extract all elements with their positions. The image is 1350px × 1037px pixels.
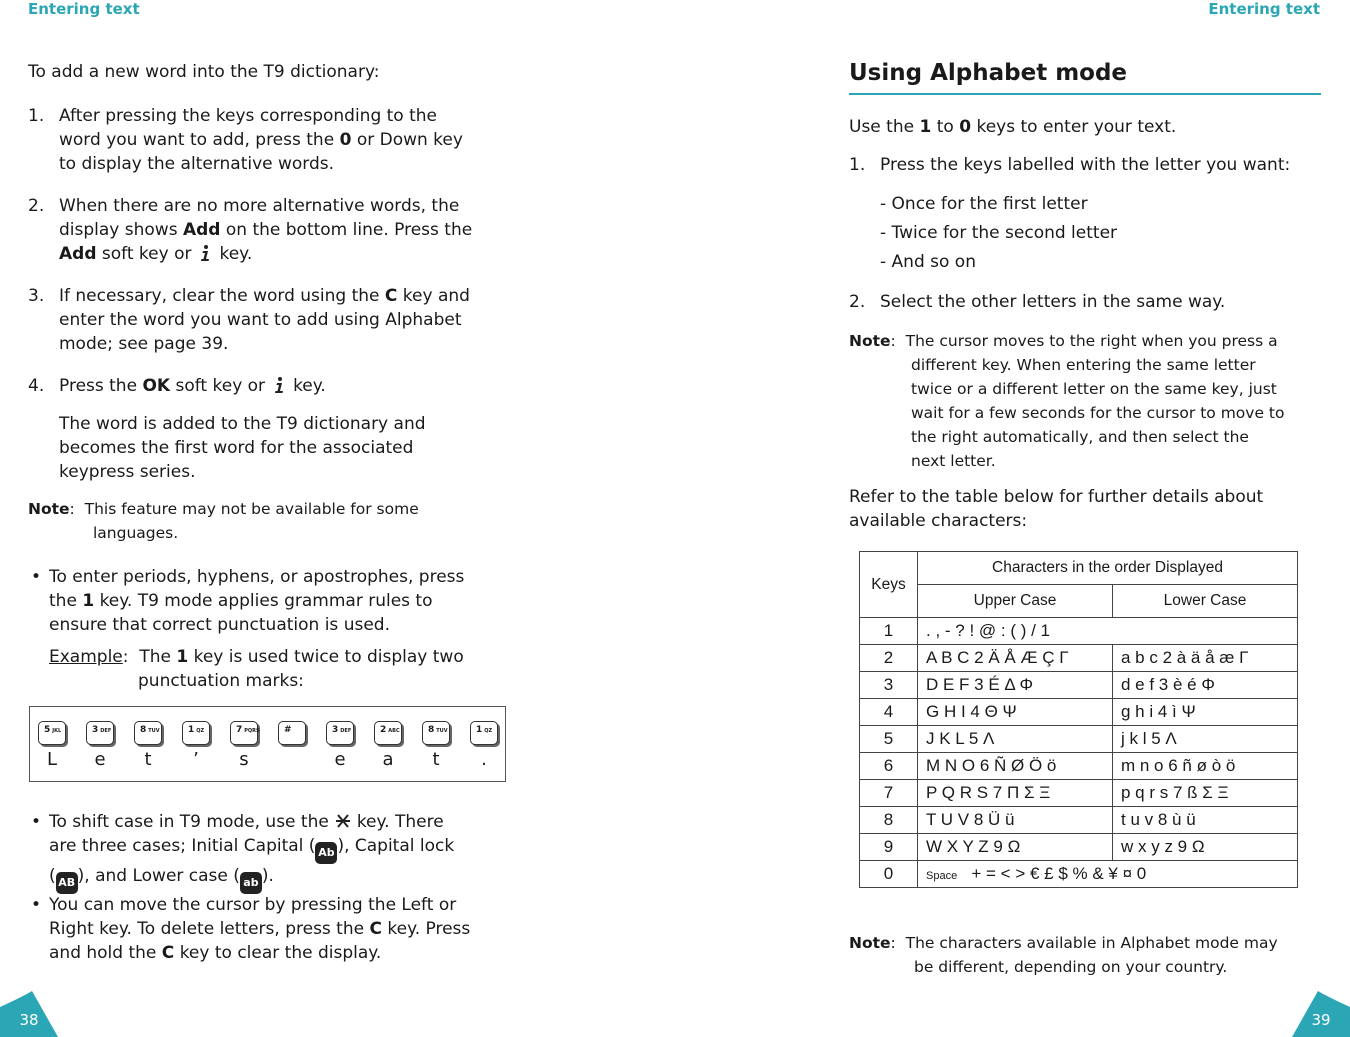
keypad-key-icon: 8 TUV <box>134 721 162 745</box>
step-4-number: 4. <box>28 376 45 396</box>
table-row <box>860 834 1298 861</box>
key-cell: 6 <box>860 753 918 780</box>
note-line: wait for a few seconds for the cursor to move to <box>911 404 1285 422</box>
keypad-key-icon: # <box>278 721 306 745</box>
table-row <box>860 672 1298 699</box>
key-letter: s <box>239 749 249 770</box>
right-note-2: Note: The characters available in Alphabet mode may be different, depending on your country. <box>849 931 1278 979</box>
key-cell: 3 <box>860 672 918 699</box>
bullet-1-line-b: the 1 key. T9 mode applies grammar rules to <box>49 591 433 611</box>
lower-cell: d e f 3 è é Φ <box>1113 672 1298 699</box>
bullet-3-line-b: Right key. To delete letters, press the C key. Press <box>49 919 471 939</box>
key-cell: 1 <box>860 618 918 645</box>
keypad-key-icon: 8 TUV <box>422 721 450 745</box>
page-number: 38 <box>19 1011 39 1029</box>
note-line: the right automatically, and then select the <box>911 428 1249 446</box>
step-1-text <box>59 104 463 176</box>
keypad-key-icon: 3 DEF <box>326 721 354 745</box>
upper-cell: D E F 3 É Δ Φ <box>918 672 1113 699</box>
info-key-icon <box>197 244 213 262</box>
step-3-line-b: enter the word you want to add using Alphabet <box>59 310 462 330</box>
chars-cell: . , - ? ! @ : ( ) / 1 <box>918 618 1298 645</box>
right-page-header: Entering text <box>1208 0 1320 18</box>
bullet-1-line-a: To enter periods, hyphens, or apostrophes, press <box>49 567 465 587</box>
key-sub-label: QZ <box>484 728 493 734</box>
key-letter: e <box>94 749 106 770</box>
upper-cell: T U V 8 Ü ü <box>918 807 1113 834</box>
row0-chars: + = < > € £ $ % & ¥ ¤ 0 <box>971 864 1147 883</box>
result-line: becomes the first word for the associated <box>59 438 414 458</box>
key-sub-label: TUV <box>148 728 160 734</box>
key-sub-label: QZ <box>196 728 205 734</box>
lower-cell: p q r s 7 ß Σ Ξ <box>1113 780 1298 807</box>
step-3-number: 3. <box>28 286 45 306</box>
bullet-1-line-c: ensure that correct punctuation is used. <box>49 615 390 635</box>
keypad-key-icon: 1 QZ <box>182 721 210 745</box>
key-sub-label: ABC <box>388 728 400 734</box>
step-1-line-a: After pressing the keys corresponding to the <box>59 106 438 126</box>
key-sub-label: DEF <box>340 728 352 734</box>
key-letter: L <box>46 749 58 770</box>
keypad-key-icon: 3 DEF <box>86 721 114 745</box>
refer-line: Refer to the table below for further details about <box>849 487 1264 507</box>
step-2-number: 2. <box>849 292 866 312</box>
key-sequence-box <box>29 706 506 782</box>
example-line-b: punctuation marks: <box>138 671 304 691</box>
use-keys-text: Use the 1 to 0 keys to enter your text. <box>849 117 1177 137</box>
step-4-line-a: Press the OK soft key or key. <box>59 376 326 396</box>
key-cell: 7 <box>860 780 918 807</box>
note-line: languages. <box>93 524 179 542</box>
page-number-tab <box>0 991 58 1037</box>
step-1-number: 1. <box>28 106 45 126</box>
upper-cell: A B C 2 Ä Å Æ Ç Γ <box>918 645 1113 672</box>
table-row <box>860 699 1298 726</box>
sub-item: - Twice for the second letter <box>880 223 1118 243</box>
note-line: next letter. <box>911 452 996 470</box>
upper-cell: G H I 4 Θ Ψ <box>918 699 1113 726</box>
key-letter: t <box>432 749 440 770</box>
chars-header: Characters in the order Displayed <box>918 552 1298 585</box>
sub-item: - And so on <box>880 252 976 272</box>
step-2-number: 2. <box>28 196 45 216</box>
step-3-line-a: If necessary, clear the word using the C key and <box>59 286 470 306</box>
alpha-step-1: Press the keys labelled with the letter you want: <box>880 155 1291 175</box>
key-cell: 9 <box>860 834 918 861</box>
step-3-text <box>59 284 470 356</box>
refer-text <box>849 485 1263 533</box>
step-2-line-c: Add soft key or key. <box>59 244 253 264</box>
sub-item: - Once for the first letter <box>880 194 1088 214</box>
info-key-icon <box>271 376 287 394</box>
intro-text: To add a new word into the T9 dictionary: <box>28 62 380 82</box>
lower-cell: t u v 8 ù ü <box>1113 807 1298 834</box>
step-2-line-b: display shows Add on the bottom line. Press the <box>59 220 473 240</box>
bullet-2-line-a: To shift case in T9 mode, use the key. There <box>49 812 444 832</box>
bullet-2-text <box>49 810 454 894</box>
upper-cell: J K L 5 Λ <box>918 726 1113 753</box>
key-letter: ’ <box>193 749 199 770</box>
result-line: The word is added to the T9 dictionary and <box>59 414 426 434</box>
upper-cell: W X Y Z 9 Ω <box>918 834 1113 861</box>
bullet-dot: • <box>31 567 42 587</box>
key-sub-label: PQRS <box>244 728 260 734</box>
sub-items <box>880 190 1117 277</box>
key-cell: 2 <box>860 645 918 672</box>
bullet-3-text <box>49 893 470 965</box>
bullet-2-line-b: are three cases; Initial Capital ( Ab ), Capital lock <box>49 834 454 864</box>
upper-cell: P Q R S 7 Π Σ Ξ <box>918 780 1113 807</box>
step-4-result <box>59 412 426 484</box>
note-line: This feature may not be available for some <box>84 500 419 518</box>
bullet-3-line-c: and hold the C key to clear the display. <box>49 943 382 963</box>
note-line: be different, depending on your country. <box>914 958 1228 976</box>
lower-cell: g h i 4 ì Ψ <box>1113 699 1298 726</box>
keypad-key-icon: 1 QZ <box>470 721 498 745</box>
table-row <box>860 726 1298 753</box>
note-line: twice or a different letter on the same key, just <box>911 380 1277 398</box>
note-line: The characters available in Alphabet mode may <box>905 934 1278 952</box>
note-label: Note <box>849 934 891 952</box>
note-label: Note <box>849 332 891 350</box>
table-row <box>860 645 1298 672</box>
page-number: 39 <box>1311 1011 1331 1029</box>
example-label: Example <box>49 647 123 667</box>
star-key-icon <box>335 812 351 830</box>
title-rule <box>849 93 1321 95</box>
key-cell: 4 <box>860 699 918 726</box>
chars-cell <box>918 861 1298 888</box>
lower-cell: j k l 5 Λ <box>1113 726 1298 753</box>
note-label: Note <box>28 500 70 518</box>
bullet-dot: • <box>31 812 42 832</box>
bullet-3-line-a: You can move the cursor by pressing the Left or <box>49 895 457 915</box>
right-note-1: Note: The cursor moves to the right when you press a different key. When entering the same letter twice or a different letter on the same key, just wait for a few seconds for the cursor to move to the right automatically, and then select the next letter. <box>849 329 1284 473</box>
keypad-key-icon: 5 JKL <box>38 721 66 745</box>
upper-case-header: Upper Case <box>918 585 1113 618</box>
keys-header: Keys <box>860 552 918 618</box>
key-sub-label: TUV <box>436 728 448 734</box>
step-1-number: 1. <box>849 155 866 175</box>
note-line: The cursor moves to the right when you press a <box>905 332 1278 350</box>
capital-lock-icon: AB <box>56 872 78 894</box>
bullet-dot: • <box>31 895 42 915</box>
lower-cell: m n o 6 ñ ø ò ö <box>1113 753 1298 780</box>
section-title: Using Alphabet mode <box>849 60 1128 86</box>
key-letter: a <box>382 749 394 770</box>
alpha-step-2: Select the other letters in the same way. <box>880 292 1226 312</box>
space-label: Space <box>926 870 958 882</box>
lower-cell: a b c 2 à ä å æ Γ <box>1113 645 1298 672</box>
bullet-1-text <box>49 565 464 637</box>
step-2-line-a: When there are no more alternative words, the <box>59 196 460 216</box>
step-1-line-b: word you want to add, press the 0 or Down key <box>59 130 463 150</box>
step-3-line-c: mode; see page 39. <box>59 334 229 354</box>
key-sub-label: JKL <box>52 728 62 734</box>
left-note: Note: This feature may not be available for some languages. <box>28 497 419 545</box>
key-letter: t <box>144 749 152 770</box>
table-row <box>860 780 1298 807</box>
key-cell: 5 <box>860 726 918 753</box>
character-table <box>859 551 1298 888</box>
key-cell: 8 <box>860 807 918 834</box>
table-row <box>860 753 1298 780</box>
lower-case-header: Lower Case <box>1113 585 1298 618</box>
key-letter: e <box>334 749 346 770</box>
keypad-key-icon: 7 PQRS <box>230 721 258 745</box>
key-cell: 0 <box>860 861 918 888</box>
lower-case-icon: ab <box>240 872 262 894</box>
refer-line: available characters: <box>849 511 1028 531</box>
note-line: different key. When entering the same letter <box>911 356 1256 374</box>
keypad-key-icon: 2 ABC <box>374 721 402 745</box>
left-page-header: Entering text <box>28 0 140 18</box>
key-sub-label: DEF <box>100 728 112 734</box>
example-text: Example: The 1 key is used twice to display two punctuation marks: <box>49 647 464 691</box>
table-row <box>860 807 1298 834</box>
initial-capital-icon: Ab <box>315 842 337 864</box>
step-1-line-c: to display the alternative words. <box>59 154 335 174</box>
key-letter: . <box>481 749 487 770</box>
bullet-2-line-c: ( AB ), and Lower case ( ab ). <box>49 864 454 894</box>
step-4-text <box>59 374 326 398</box>
result-line: keypress series. <box>59 462 196 482</box>
upper-cell: M N O 6 Ñ Ø Ö ö <box>918 753 1113 780</box>
page-number-tab <box>1292 991 1350 1037</box>
lower-cell: w x y z 9 Ω <box>1113 834 1298 861</box>
step-2-text <box>59 194 472 266</box>
